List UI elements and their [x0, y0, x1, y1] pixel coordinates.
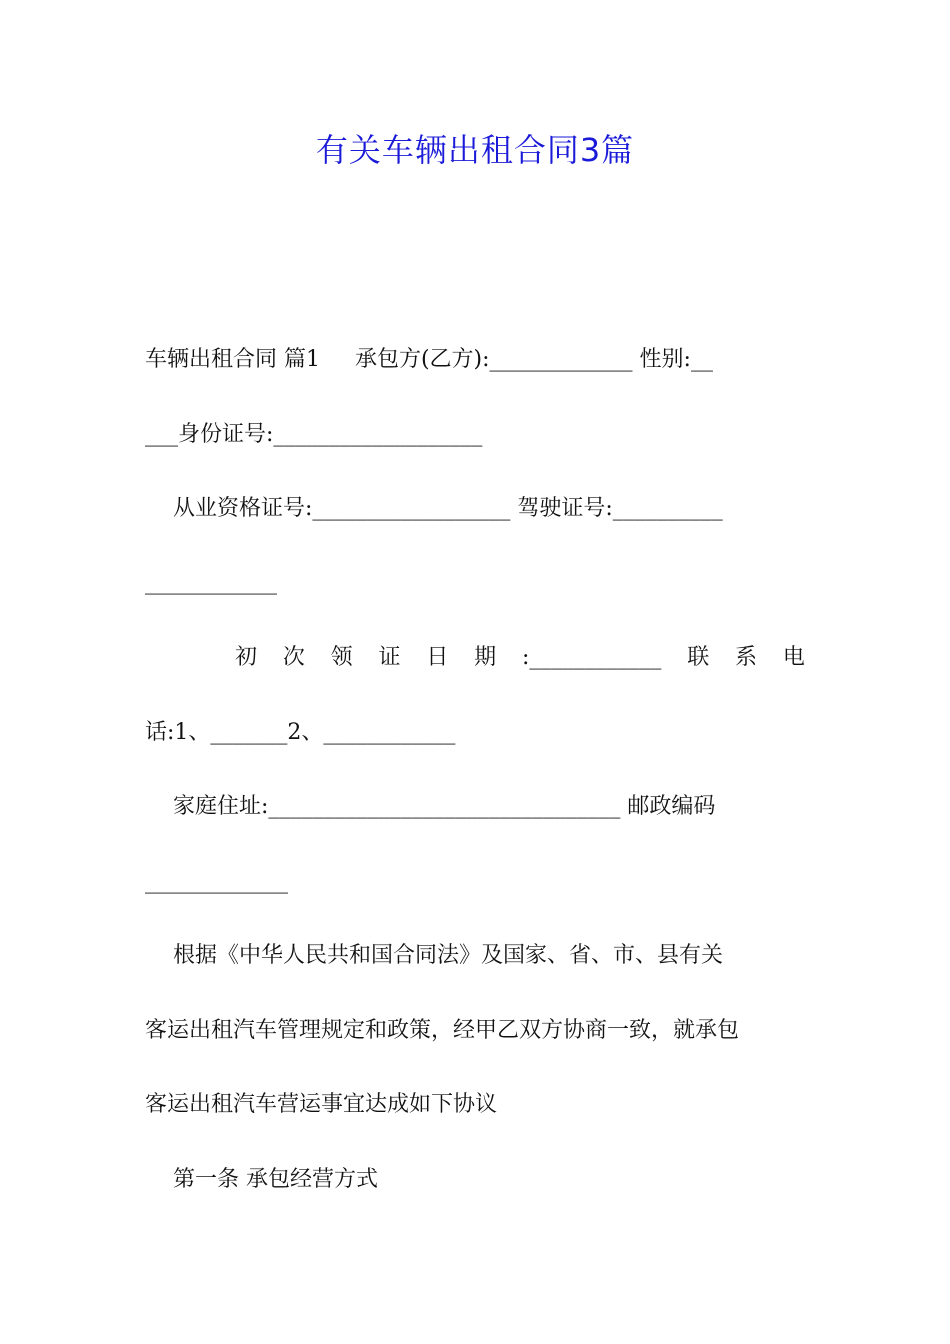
- text-line-9: 根据《中华人民共和国合同法》及国家、省、市、县有关: [145, 943, 723, 968]
- text-line-11: 客运出租汽车营运事宜达成如下协议: [145, 1092, 498, 1117]
- char: 系: [735, 645, 758, 670]
- char: 领: [330, 645, 353, 670]
- text-line-2: ___身份证号:___________________: [145, 422, 483, 447]
- text-line-8: _____________: [145, 869, 288, 894]
- char: 联: [687, 645, 710, 670]
- text-line-10: 客运出租汽车管理规定和政策，经甲乙双方协商一致，就承包: [145, 1018, 740, 1043]
- text-line-7: 家庭住址:________________________________ 邮政编码: [145, 794, 716, 819]
- text-line-5-spaced: [235, 642, 805, 674]
- char: 初: [235, 645, 258, 670]
- text-line-12: 第一条 承包经营方式: [145, 1167, 378, 1192]
- char: 证: [378, 645, 401, 670]
- text-line-3: 从业资格证号:__________________ 驾驶证号:__________: [145, 496, 723, 521]
- char: 电: [782, 645, 805, 670]
- text-line-6: 话:1、_______2、____________: [145, 720, 456, 745]
- char: 日: [426, 645, 449, 670]
- text-line-4: ____________: [145, 570, 277, 595]
- char: 次: [282, 645, 305, 670]
- char: 期: [474, 645, 497, 670]
- text-line-1: 车辆出租合同 篇1 承包方(乙方):_____________ 性别:__: [145, 347, 713, 372]
- document-title: 有关车辆出租合同3篇: [315, 131, 635, 169]
- date-blank: :____________: [521, 645, 662, 670]
